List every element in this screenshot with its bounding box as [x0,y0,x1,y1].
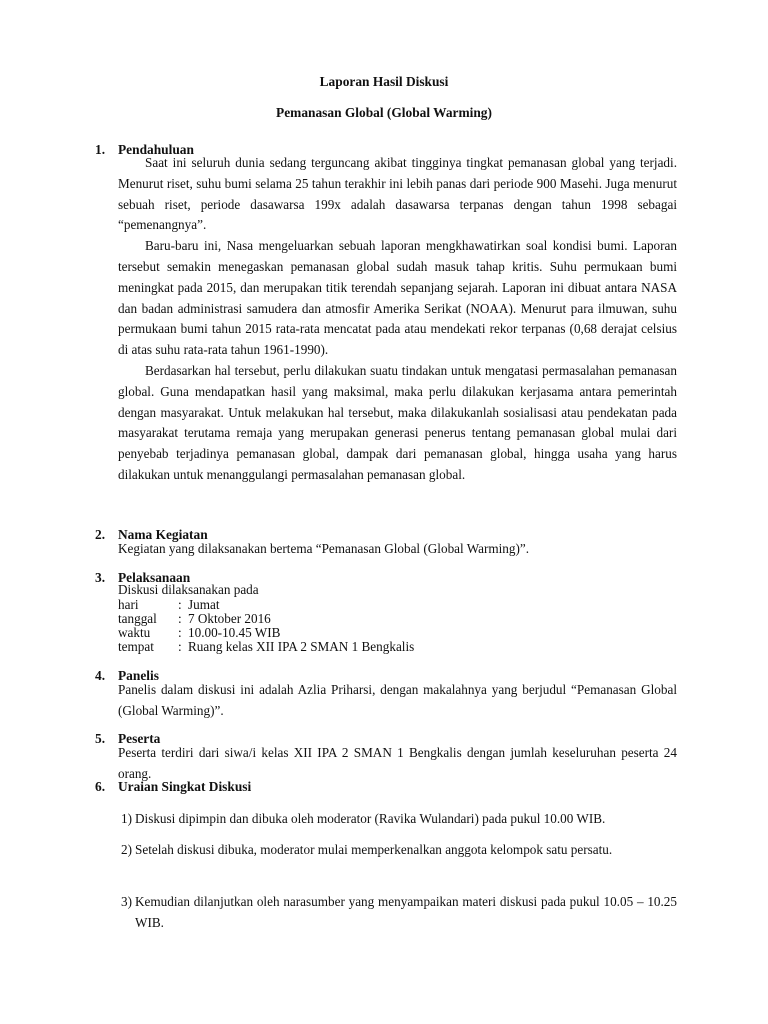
section-4-number: 4. [95,668,106,683]
section-3-intro: Diskusi dilaksanakan pada [118,582,259,597]
list-item [118,840,677,861]
section-4-text: Panelis dalam diskusi ini adalah Azlia Priharsi, dengan makalahnya yang berjudul “Pemanasan Global (Global Warming)”. [118,682,677,718]
section-1-heading: Pendahuluan [118,142,194,157]
section-1-paragraph-3: Berdasarkan hal tersebut, perlu dilakukan suatu tindakan untuk mengatasi permasalahan pemanasan global. Guna mendapatkan hasil yang maksimal, maka perlu dilakukan kerjasama antara pemerintah dengan masyarakat. Untuk melakukan hal tersebut, maka dilakukanlah sosialisasi atau pendekatan pada masyarakat terutama remaja yang merupakan generasi penerus tentang pemanasan global mulai dari penyebab terjadinya pemanasan global, dampak dari pemanasan global, hingga usaha yang harus dilakukan untuk menanggulangi permasalahan pemanasan global. [118,362,677,482]
section-1-body [118,153,677,486]
schedule-value: Jumat [188,597,220,612]
schedule-key: hari [118,597,139,612]
list-item-text: Diskusi dipimpin dan dibuka oleh moderator (Ravika Wulandari) pada pukul 10.00 WIB. [135,811,606,826]
document-title: Laporan Hasil Diskusi [319,74,449,89]
list-item-number: 2) [121,842,132,857]
list-item [118,809,677,830]
schedule-separator: : [178,639,182,654]
section-1-paragraph-2: Baru-baru ini, Nasa mengeluarkan sebuah laporan mengkhawatirkan soal kondisi bumi. Laporan tersebut semakin menegaskan pemanasan global sudah masuk tahap kritis. Suhu permukaan bumi meningkat pada 2015, dan merupakan titik terendah sepanjang sejarah. Laporan ini dibuat antara NASA dan badan administrasi samudera dan atmosfir Amerika Serikat (NOAA). Menurut para ilmuwan, suhu permukaan bumi tahun 2015 rata-rata mencatat pada atau mendekati rekor terpanas (0,68 derajat celsius di atas suhu rata-rata tahun 1961-1990). [118,238,677,358]
section-6-heading: Uraian Singkat Diskusi [118,779,252,794]
section-3-number: 3. [95,570,106,585]
section-2-heading: Nama Kegiatan [118,527,208,542]
section-5-heading: Peserta [118,731,161,746]
schedule-key: tanggal [118,611,157,626]
section-1-number: 1. [95,142,106,157]
section-2-text: Kegiatan yang dilaksanakan bertema “Pemanasan Global (Global Warming)”. [118,541,530,556]
schedule-key: tempat [118,639,154,654]
list-item-number: 3) [121,894,132,909]
schedule-separator: : [178,611,182,626]
section-6-number: 6. [95,779,106,794]
schedule-key: waktu [118,625,151,640]
section-4-body [118,680,677,722]
section-3-heading: Pelaksanaan [118,570,191,585]
list-item-text: Kemudian dilanjutkan oleh narasumber yang menyampaikan materi diskusi pada pukul 10.05 – 10.25 WIB. [135,894,677,930]
schedule-value: 7 Oktober 2016 [188,611,271,626]
schedule-separator: : [178,597,182,612]
list-item-text: Setelah diskusi dibuka, moderator mulai memperkenalkan anggota kelompok satu persatu. [135,842,613,857]
document-subtitle: Pemanasan Global (Global Warming) [276,105,492,120]
schedule-separator: : [178,625,182,640]
schedule-value: 10.00-10.45 WIB [188,625,281,640]
list-item [118,892,677,934]
section-2-number: 2. [95,527,106,542]
schedule-value: Ruang kelas XII IPA 2 SMAN 1 Bengkalis [188,639,415,654]
list-item-number: 1) [121,811,132,826]
section-5-text: Peserta terdiri dari siwa/i kelas XII IPA 2 SMAN 1 Bengkalis dengan jumlah keseluruhan peserta 24 orang. [118,745,677,781]
section-4-heading: Panelis [118,668,159,683]
section-5-number: 5. [95,731,106,746]
section-1-paragraph-1: Saat ini seluruh dunia sedang terguncang akibat tingginya tingkat pemanasan global yang terjadi. Menurut riset, suhu bumi selama 25 tahun terakhir ini lebih panas dari periode 900 Masehi. Juga menurut sebuah riset, periode dasawarsa 199x adalah dasawarsa terpanas dengan tahun 1998 sebagai “pemenangnya”. [118,155,677,233]
